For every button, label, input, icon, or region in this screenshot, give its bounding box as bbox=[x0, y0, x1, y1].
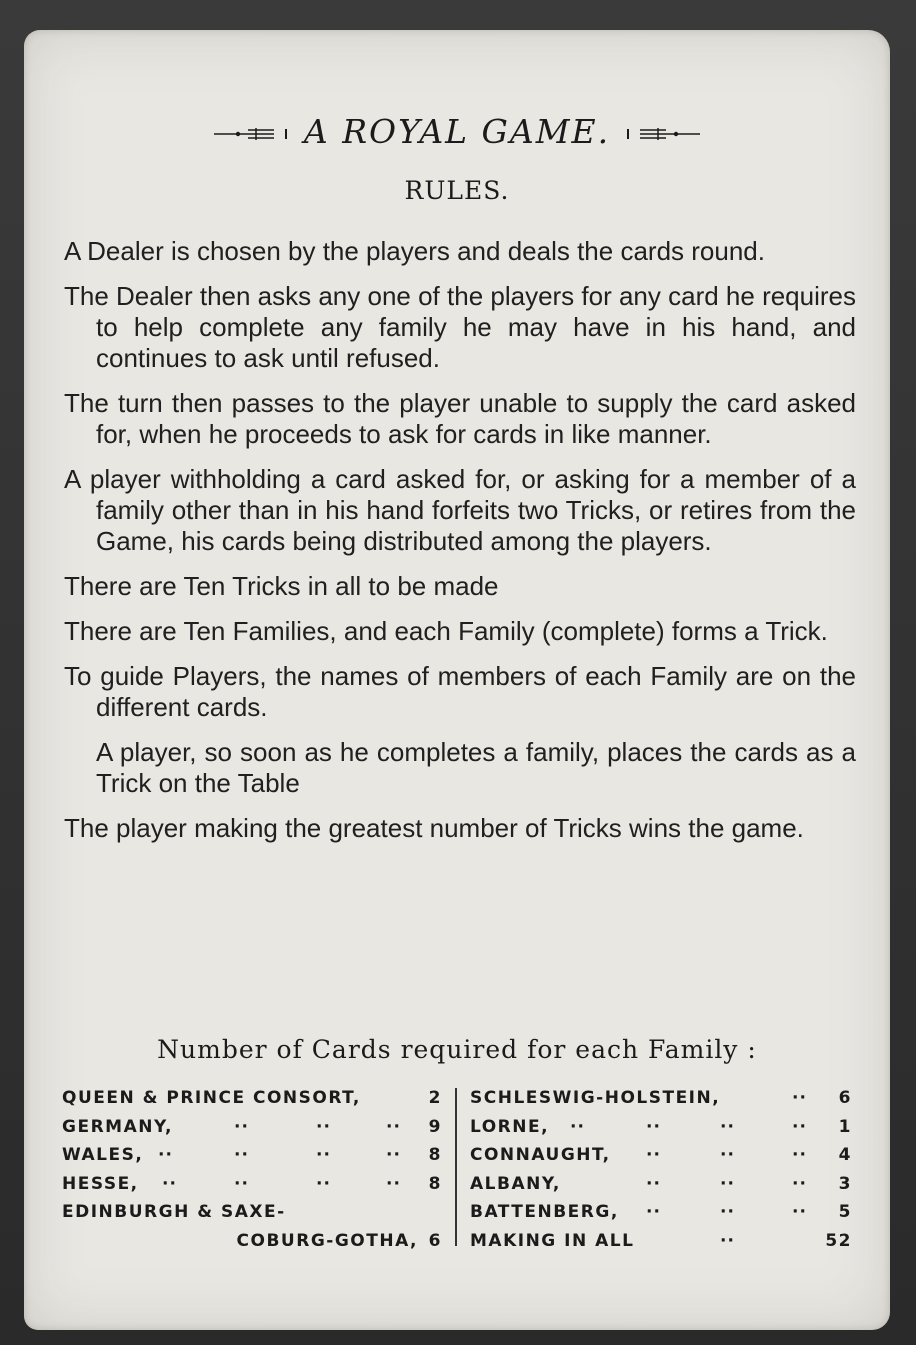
leader-dots: ·· bbox=[720, 1202, 735, 1222]
leader-dots: ·· bbox=[792, 1116, 807, 1137]
rule-paragraph: A Dealer is chosen by the players and deals the cards round. bbox=[64, 236, 765, 266]
ornament-right-icon bbox=[622, 126, 700, 142]
leader-dots: ·· bbox=[720, 1145, 735, 1165]
leader-dots: ·· bbox=[386, 1145, 401, 1165]
family-name: EDINBURGH & SAXE- bbox=[62, 1202, 286, 1222]
leader-dots: ·· bbox=[646, 1116, 661, 1137]
rule-paragraph: The Dealer then asks any one of the players for any card he requires to help complete any family he may have in his hand, and continues to ask until refused. bbox=[64, 281, 856, 373]
family-table-title: Number of Cards required for each Family : bbox=[157, 1035, 757, 1064]
family-name: LORNE, bbox=[470, 1116, 550, 1137]
leader-dots: ·· bbox=[386, 1116, 401, 1137]
family-name: HESSE, bbox=[62, 1173, 139, 1194]
family-count: 3 bbox=[838, 1173, 852, 1194]
family-name: SCHLESWIG-HOLSTEIN, bbox=[470, 1088, 721, 1108]
family-row bbox=[62, 1170, 442, 1199]
rule-paragraph: There are Ten Tricks in all to be made bbox=[64, 571, 499, 601]
leader-dots: ·· bbox=[720, 1230, 735, 1251]
rules-list bbox=[64, 236, 856, 858]
family-name: ALBANY, bbox=[470, 1173, 561, 1194]
card-title-row bbox=[24, 112, 890, 151]
family-name: WALES, bbox=[62, 1145, 144, 1165]
rules-heading: RULES. bbox=[404, 176, 510, 205]
rule-paragraph: The turn then passes to the player unable to supply the card asked for, when he proceeds to ask for cards in like manner. bbox=[64, 388, 856, 449]
leader-dots: ·· bbox=[720, 1173, 735, 1194]
family-column-left bbox=[62, 1084, 442, 1255]
leader-dots: ·· bbox=[316, 1116, 331, 1137]
family-row bbox=[470, 1141, 852, 1170]
leader-dots: ·· bbox=[646, 1173, 661, 1194]
family-row bbox=[470, 1113, 852, 1142]
family-row bbox=[470, 1084, 852, 1113]
family-row bbox=[62, 1084, 442, 1113]
family-count: 9 bbox=[428, 1116, 442, 1137]
family-count: 5 bbox=[838, 1202, 852, 1222]
leader-dots: ·· bbox=[792, 1145, 807, 1165]
family-name: QUEEN & PRINCE CONSORT, bbox=[62, 1088, 361, 1108]
family-row bbox=[470, 1198, 852, 1227]
family-column-right bbox=[470, 1084, 852, 1255]
rule-paragraph: A player, so soon as he completes a family, places the cards as a Trick on the Table bbox=[96, 737, 856, 798]
rule-paragraph: A player withholding a card asked for, or asking for a member of a family other than in his hand forfeits two Tricks, or retires from the Game, his cards being distributed among the players. bbox=[64, 464, 856, 556]
leader-dots: ·· bbox=[316, 1145, 331, 1165]
leader-dots: ·· bbox=[234, 1173, 249, 1194]
leader-dots: ·· bbox=[162, 1173, 177, 1194]
family-row bbox=[470, 1170, 852, 1199]
leader-dots: ·· bbox=[646, 1202, 661, 1222]
leader-dots: ·· bbox=[234, 1145, 249, 1165]
family-count: 8 bbox=[428, 1173, 442, 1194]
family-row bbox=[62, 1141, 442, 1170]
leader-dots: ·· bbox=[386, 1173, 401, 1194]
family-count: 52 bbox=[825, 1230, 852, 1251]
leader-dots: ·· bbox=[234, 1116, 249, 1137]
leader-dots: ·· bbox=[570, 1116, 585, 1137]
leader-dots: ·· bbox=[792, 1173, 807, 1194]
family-count: 4 bbox=[838, 1145, 852, 1165]
rule-paragraph: To guide Players, the names of members of each Family are on the different cards. bbox=[64, 661, 856, 722]
family-name: GERMANY, bbox=[62, 1116, 173, 1137]
column-divider bbox=[455, 1088, 457, 1246]
leader-dots: ·· bbox=[158, 1145, 173, 1165]
ornament-left-icon bbox=[214, 126, 292, 142]
family-count: 8 bbox=[428, 1145, 442, 1165]
rules-card bbox=[24, 30, 890, 1330]
leader-dots: ·· bbox=[646, 1145, 661, 1165]
leader-dots: ·· bbox=[316, 1173, 331, 1194]
family-count: 6 bbox=[428, 1230, 442, 1251]
family-table bbox=[62, 1084, 852, 1252]
rule-paragraph: The player making the greatest number of Tricks wins the game. bbox=[64, 813, 804, 843]
family-count: 2 bbox=[428, 1088, 442, 1108]
family-row bbox=[62, 1113, 442, 1142]
leader-dots: ·· bbox=[792, 1088, 807, 1108]
family-row bbox=[62, 1227, 442, 1256]
family-count: 1 bbox=[838, 1116, 852, 1137]
family-row bbox=[470, 1227, 852, 1256]
rule-paragraph: There are Ten Families, and each Family (complete) forms a Trick. bbox=[64, 616, 828, 646]
family-count: 6 bbox=[838, 1088, 852, 1108]
family-name: MAKING IN ALL bbox=[470, 1230, 635, 1251]
family-row bbox=[62, 1198, 442, 1227]
family-name: CONNAUGHT, bbox=[470, 1145, 611, 1165]
card-title: A ROYAL GAME. bbox=[303, 112, 611, 151]
leader-dots: ·· bbox=[792, 1202, 807, 1222]
family-name: COBURG-GOTHA, bbox=[236, 1230, 418, 1251]
leader-dots: ·· bbox=[720, 1116, 735, 1137]
family-name: BATTENBERG, bbox=[470, 1202, 619, 1222]
